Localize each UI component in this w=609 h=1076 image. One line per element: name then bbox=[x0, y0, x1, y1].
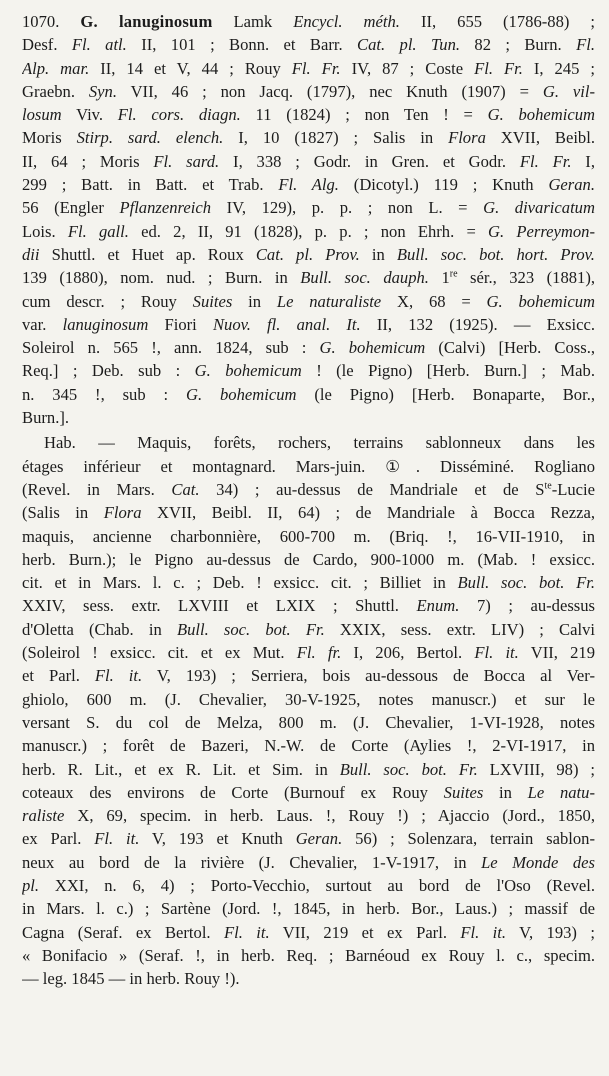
habitat-text-segment: Suites bbox=[443, 782, 484, 802]
species-entry-paragraph bbox=[22, 10, 595, 429]
entry-text-segment: ! (le Pigno) [Herb. Burn.] ; Mab. bbox=[301, 361, 595, 381]
habitat-line bbox=[22, 874, 595, 897]
habitat-line bbox=[22, 711, 595, 734]
habitat-line bbox=[22, 804, 595, 827]
entry-line bbox=[22, 313, 595, 336]
habitat-line bbox=[22, 967, 595, 990]
habitat-text-segment: XXIX, sess. extr. LIV) ; Calvi bbox=[324, 619, 595, 639]
entry-text-segment: Fl. atl. bbox=[71, 35, 127, 55]
entry-text-segment: Fl. Fr. bbox=[519, 151, 572, 171]
habitat-text-segment: Fl. it. bbox=[474, 643, 519, 663]
entry-text-segment: Cat. pl. Tun. bbox=[357, 35, 461, 55]
entry-text-segment: Bull. soc. dauph. bbox=[300, 268, 429, 288]
habitat-text-segment: raliste bbox=[22, 806, 65, 826]
habitat-text-segment: manuscr.) ; forêt de Bazeri, N.-W. de Corte (Aylies !, 2-VI-1917, in bbox=[22, 736, 595, 756]
habitat-line bbox=[22, 548, 595, 571]
entry-text-segment: re bbox=[449, 268, 458, 280]
entry-text-segment: 11 (1824) ; non Ten ! = bbox=[240, 105, 488, 125]
habitat-line bbox=[22, 897, 595, 920]
entry-line bbox=[22, 406, 595, 429]
entry-text-segment: 299 ; Batt. in Batt. et Trab. bbox=[22, 175, 279, 195]
entry-line bbox=[22, 33, 595, 56]
entry-text-segment: (le Pigno) [Herb. Bonaparte, Bor., bbox=[296, 384, 595, 404]
entry-text-segment: n. 345 !, sub : bbox=[22, 384, 186, 404]
habitat-line bbox=[22, 478, 595, 501]
habitat-text-segment: Le natu- bbox=[527, 782, 595, 802]
entry-text-segment: I, 245 ; bbox=[522, 58, 595, 78]
habitat-line bbox=[22, 758, 595, 781]
entry-text-segment: (Calvi) [Herb. Coss., bbox=[425, 338, 595, 358]
entry-text-segment: G. Perreymon- bbox=[488, 221, 595, 241]
habitat-text-segment: cit. et in Mars. l. c. ; Deb. ! exsicc. cit. ; Billiet in bbox=[22, 573, 458, 593]
habitat-text-segment: Fl. it. bbox=[460, 922, 507, 942]
habitat-text-segment: VII, 219 bbox=[518, 643, 595, 663]
entry-text-segment: Le naturaliste bbox=[276, 291, 382, 311]
habitat-paragraph bbox=[22, 431, 595, 990]
habitat-text-segment: Bull. soc. bot. Fr. bbox=[457, 573, 595, 593]
habitat-line bbox=[22, 827, 595, 850]
entry-line bbox=[22, 359, 595, 382]
habitat-text-segment: versant S. du col de Melza, 800 m. (J. Chevalier, 1-VI-1928, notes bbox=[22, 712, 595, 732]
entry-line bbox=[22, 150, 595, 173]
entry-text-segment: Shuttl. et Huet ap. Roux bbox=[39, 244, 256, 264]
entry-text-segment: IV, 87 ; Coste bbox=[340, 58, 475, 78]
entry-text-segment: Fl. Fr. bbox=[291, 58, 341, 78]
entry-text-segment: sér., 323 (1881), bbox=[457, 268, 595, 288]
habitat-text-segment: Fl. fr. bbox=[296, 643, 342, 663]
entry-line bbox=[22, 126, 595, 149]
entry-text-segment: Flora bbox=[448, 128, 486, 148]
entry-line bbox=[22, 266, 595, 289]
habitat-text-segment: ghiolo, 600 m. (J. Chevalier, 30-V-1925, notes manuscr.) et sur le bbox=[22, 689, 595, 709]
habitat-text-segment: VII, 219 et ex Parl. bbox=[269, 922, 461, 942]
habitat-text-segment: Le Monde des bbox=[481, 852, 595, 872]
habitat-line bbox=[22, 781, 595, 804]
entry-line bbox=[22, 383, 595, 406]
entry-text-segment: ed. 2, II, 91 (1828), p. p. ; non Ehrh. = bbox=[128, 221, 489, 241]
entry-line bbox=[22, 103, 595, 126]
entry-line bbox=[22, 57, 595, 80]
entry-text-segment: XVII, Beibl. bbox=[485, 128, 595, 148]
entry-text-segment: Fl. Alg. bbox=[278, 175, 339, 195]
entry-text-segment: II, 101 ; Bonn. et Barr. bbox=[126, 35, 358, 55]
habitat-text-segment: ex Parl. bbox=[22, 829, 95, 849]
entry-line bbox=[22, 220, 595, 243]
entry-text-segment: VII, 46 ; non Jacq. (1797), nec Knuth (1907) = bbox=[116, 81, 543, 101]
habitat-text-segment: Fl. it. bbox=[94, 666, 143, 686]
habitat-text-segment: 56) ; Solenzara, terrain sablon- bbox=[342, 829, 595, 849]
entry-text-segment: Lamk bbox=[212, 12, 294, 31]
habitat-line bbox=[22, 618, 595, 641]
entry-text-segment: losum bbox=[22, 105, 62, 125]
entry-text-segment: 1070. bbox=[22, 12, 81, 31]
entry-line bbox=[22, 10, 595, 33]
habitat-line bbox=[22, 921, 595, 944]
habitat-line bbox=[22, 501, 595, 524]
habitat-line bbox=[22, 455, 595, 478]
entry-text-segment: Bull. soc. bot. hort. Prov. bbox=[396, 244, 595, 264]
habitat-text-segment: 7) ; au-dessus bbox=[459, 596, 595, 616]
entry-text-segment: Nuov. fl. anal. It. bbox=[212, 314, 361, 334]
habitat-text-segment: Hab. — Maquis, forêts, rochers, terrains sablonneux dans les bbox=[44, 433, 595, 453]
entry-text-segment: Fl. gall. bbox=[67, 221, 129, 241]
habitat-text-segment: -Lucie bbox=[551, 479, 595, 499]
entry-text-segment: G. bohemicum bbox=[319, 338, 426, 358]
entry-text-segment: Moris bbox=[22, 128, 77, 148]
entry-text-segment: I, 10 (1827) ; Salis in bbox=[223, 128, 449, 148]
entry-line bbox=[22, 80, 595, 103]
entry-text-segment: var. bbox=[22, 314, 63, 334]
entry-text-segment: Req.] ; Deb. sub : bbox=[22, 361, 195, 381]
entry-text-segment: Encycl. méth. bbox=[293, 12, 400, 31]
entry-text-segment: I, bbox=[571, 151, 595, 171]
entry-text-segment: Fl. bbox=[576, 35, 595, 55]
habitat-text-segment: maquis, ancienne charbonnière, 600-700 m. (Briq. !, 16-VII-1910, in bbox=[22, 526, 595, 546]
entry-line bbox=[22, 173, 595, 196]
habitat-line bbox=[22, 571, 595, 594]
entry-text-segment: Pflanzenreich bbox=[119, 198, 212, 218]
entry-text-segment: lanuginosum bbox=[62, 314, 149, 334]
entry-text-segment: cum descr. ; Rouy bbox=[22, 291, 193, 311]
entry-text-segment: Suites bbox=[192, 291, 233, 311]
habitat-text-segment: (Salis in bbox=[22, 503, 104, 523]
habitat-text-segment: Flora bbox=[103, 503, 142, 523]
habitat-text-segment: étages inférieur et montagnard. Mars-juin. ①. Disséminé. Rogliano bbox=[22, 456, 595, 476]
entry-text-segment: in bbox=[232, 291, 277, 311]
entry-text-segment: II, 132 (1925). — Exsicc. bbox=[360, 314, 595, 334]
entry-text-segment: Burn.]. bbox=[22, 408, 70, 428]
entry-text-segment: Cat. pl. Prov. bbox=[255, 244, 360, 264]
habitat-text-segment: 34) ; au-dessus de Mandriale et de S bbox=[199, 479, 545, 499]
entry-line bbox=[22, 290, 595, 313]
entry-text-segment: X, 68 = bbox=[381, 291, 487, 311]
habitat-line bbox=[22, 851, 595, 874]
entry-text-segment: 56 (Engler bbox=[22, 198, 120, 218]
entry-text-segment: Viv. bbox=[61, 105, 118, 125]
entry-text-segment: Fiori bbox=[148, 314, 213, 334]
entry-line bbox=[22, 196, 595, 219]
habitat-line bbox=[22, 431, 595, 454]
entry-text-segment: G. bohemicum bbox=[487, 105, 595, 125]
entry-text-segment: in bbox=[359, 244, 397, 264]
entry-text-segment: IV, 129), p. p. ; non L. = bbox=[211, 198, 484, 218]
habitat-text-segment: neux au bord de la rivière (J. Chevalier, 1-V-1917, in bbox=[22, 852, 482, 872]
entry-text-segment: Geran. bbox=[548, 175, 595, 195]
habitat-line bbox=[22, 944, 595, 967]
habitat-text-segment: — leg. 1845 — in herb. Rouy !). bbox=[22, 969, 240, 989]
habitat-line bbox=[22, 688, 595, 711]
entry-text-segment: dii bbox=[22, 244, 40, 264]
entry-text-segment: G. bohemicum bbox=[185, 384, 297, 404]
habitat-text-segment: XXI, n. 6, 4) ; Porto-Vecchio, surtout au bord de l'Oso (Revel. bbox=[39, 875, 595, 895]
entry-text-segment: Lois. bbox=[22, 221, 68, 241]
habitat-text-segment: Cat. bbox=[171, 479, 200, 499]
entry-text-segment: Graebn. bbox=[22, 81, 89, 101]
habitat-text-segment: herb. Burn.); le Pigno au-dessus de Cardo, 900-1000 m. (Mab. ! exsicc. bbox=[22, 549, 595, 569]
entry-text-segment: Alp. mar. bbox=[22, 58, 90, 78]
habitat-text-segment: herb. R. Lit., et ex R. Lit. et Sim. in bbox=[22, 759, 340, 779]
habitat-text-segment: V, 193 et Knuth bbox=[139, 829, 296, 849]
habitat-line bbox=[22, 641, 595, 664]
habitat-line bbox=[22, 594, 595, 617]
habitat-text-segment: te bbox=[544, 480, 552, 492]
habitat-text-segment: (Revel. in Mars. bbox=[22, 479, 172, 499]
habitat-text-segment: in Mars. l. c.) ; Sartène (Jord. !, 1845, in herb. Bor., Laus.) ; massif de bbox=[22, 899, 595, 919]
entry-text-segment: Stirp. sard. elench. bbox=[76, 128, 224, 148]
entry-text-segment: G. lanuginosum bbox=[80, 12, 213, 31]
entry-text-segment: Fl. sard. bbox=[153, 151, 220, 171]
entry-text-segment: 139 (1880), nom. nud. ; Burn. in bbox=[22, 268, 301, 288]
habitat-text-segment: coteaux des environs de Corte (Burnouf ex Rouy bbox=[22, 782, 444, 802]
habitat-text-segment: V, 193) ; bbox=[506, 922, 595, 942]
entry-text-segment: G. bohemicum bbox=[194, 361, 302, 381]
habitat-text-segment: et Parl. bbox=[22, 666, 95, 686]
entry-text-segment: II, 64 ; Moris bbox=[22, 151, 154, 171]
habitat-text-segment: Enum. bbox=[416, 596, 460, 616]
habitat-text-segment: V, 193) ; Serriera, bois au-dessous de Bocca al Ver- bbox=[142, 666, 595, 686]
habitat-text-segment: LXVIII, 98) ; bbox=[477, 759, 595, 779]
entry-text-segment: Syn. bbox=[88, 81, 117, 101]
entry-text-segment: G. bohemicum bbox=[486, 291, 595, 311]
habitat-text-segment: d'Oletta (Chab. in bbox=[22, 619, 177, 639]
entry-line bbox=[22, 243, 595, 266]
habitat-line bbox=[22, 734, 595, 757]
entry-text-segment: 82 ; Burn. bbox=[460, 35, 577, 55]
entry-text-segment: I, 338 ; Godr. in Gren. et Godr. bbox=[219, 151, 520, 171]
entry-text-segment: Soleirol n. 565 !, ann. 1824, sub : bbox=[22, 338, 320, 358]
entry-text-segment: Fl. Fr. bbox=[474, 58, 523, 78]
entry-text-segment: Desf. bbox=[22, 35, 72, 55]
entry-text-segment: II, 14 et V, 44 ; Rouy bbox=[89, 58, 292, 78]
entry-text-segment: II, 655 (1786-88) ; bbox=[399, 12, 595, 31]
entry-text-segment: G. vil- bbox=[542, 81, 595, 101]
entry-text-segment: Fl. cors. diagn. bbox=[117, 105, 241, 125]
habitat-text-segment: X, 69, specim. in herb. Laus. !, Rouy !) ; Ajaccio (Jord., 1850, bbox=[64, 806, 595, 826]
habitat-text-segment: Cagna (Seraf. ex Bertol. bbox=[22, 922, 224, 942]
habitat-text-segment: Fl. it. bbox=[223, 922, 270, 942]
habitat-text-segment: « Bonifacio » (Seraf. !, in herb. Req. ; Barnéoud ex Rouy l. c., specim. bbox=[22, 945, 595, 965]
entry-line bbox=[22, 336, 595, 359]
habitat-text-segment: Bull. soc. bot. Fr. bbox=[176, 619, 325, 639]
habitat-text-segment: XVII, Beibl. II, 64) ; de Mandriale à Bocca Rezza, bbox=[141, 503, 595, 523]
habitat-text-segment: Bull. soc. bot. Fr. bbox=[339, 759, 478, 779]
habitat-text-segment: XXIV, sess. extr. LXVIII et LXIX ; Shuttl. bbox=[22, 596, 417, 616]
habitat-text-segment: I, 206, Bertol. bbox=[341, 643, 475, 663]
habitat-text-segment: Fl. it. bbox=[94, 829, 140, 849]
habitat-text-segment: pl. bbox=[22, 875, 40, 895]
entry-text-segment: (Dicotyl.) 119 ; Knuth bbox=[338, 175, 549, 195]
entry-text-segment: G. divaricatum bbox=[483, 198, 595, 218]
habitat-line bbox=[22, 525, 595, 548]
habitat-line bbox=[22, 664, 595, 687]
habitat-text-segment: Geran. bbox=[295, 829, 343, 849]
habitat-text-segment: (Soleirol ! exsicc. cit. et ex Mut. bbox=[22, 643, 297, 663]
habitat-text-segment: in bbox=[483, 782, 528, 802]
entry-text-segment: 1 bbox=[428, 268, 450, 288]
